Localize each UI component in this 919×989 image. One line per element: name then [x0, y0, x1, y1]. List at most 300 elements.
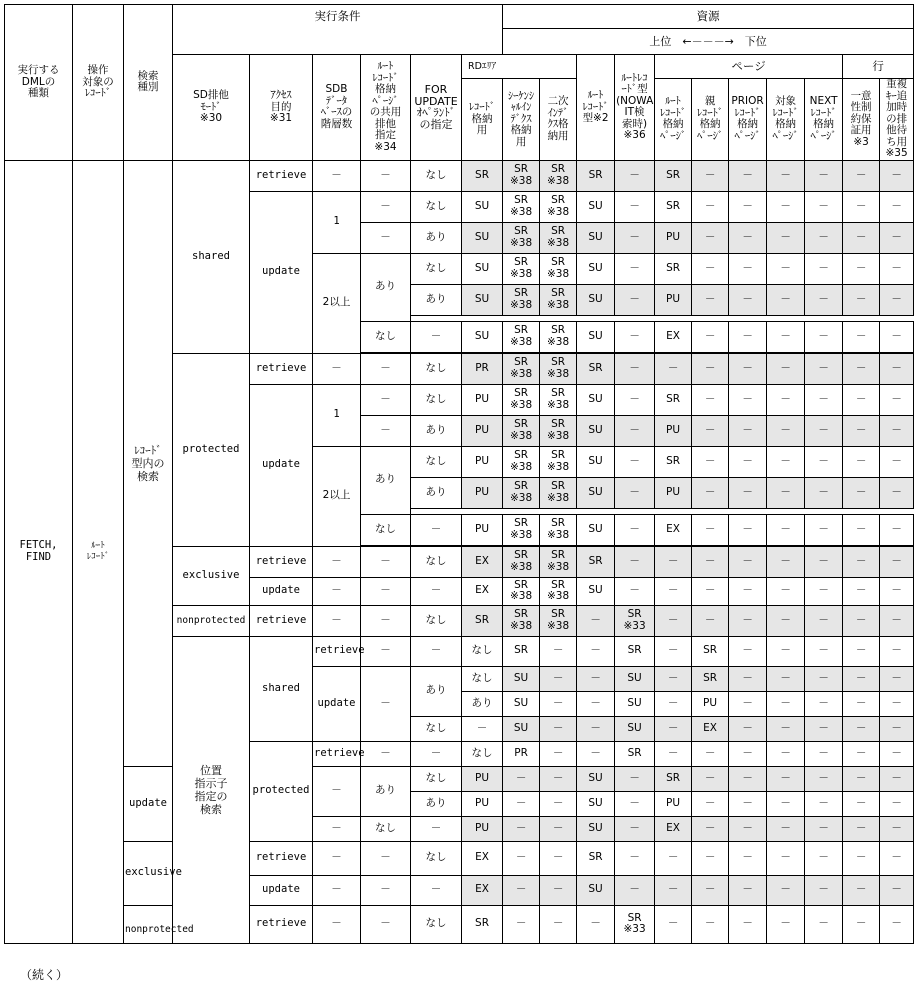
lock-cell: PU: [462, 791, 503, 816]
lock-cell: EX: [655, 816, 692, 841]
shared-page-cell: －: [361, 222, 411, 253]
lock-cell: SR ※38: [503, 577, 540, 605]
lock-cell: SR ※38: [503, 284, 540, 315]
lock-cell: －: [805, 514, 843, 545]
lock-cell: SR: [655, 160, 692, 191]
lock-cell: SU: [577, 875, 615, 905]
lock-cell: －: [843, 905, 880, 943]
lock-cell: －: [880, 577, 914, 605]
lock-cell: SR ※38: [540, 446, 577, 477]
lock-cell: －: [692, 546, 729, 577]
for-update-cell: なし: [411, 905, 462, 943]
header-dml-kind: 実行する DMLの 種類: [5, 5, 73, 161]
header-row: 行: [843, 55, 914, 79]
lock-cell: SU: [577, 577, 615, 605]
lock-cell: SR ※38: [503, 191, 540, 222]
lock-cell: SR: [655, 766, 692, 791]
shared-page-cell: あり: [411, 666, 462, 716]
lock-cell: －: [692, 353, 729, 384]
lock-cell: －: [577, 666, 615, 691]
header-sd-mode: SD排他 ﾓｰﾄﾞ ※30: [173, 55, 250, 161]
lock-cell: SR ※38: [503, 514, 540, 545]
lock-cell: －: [843, 514, 880, 545]
lock-cell: －: [880, 253, 914, 284]
lock-cell: PR: [503, 741, 540, 766]
lock-cell: －: [843, 253, 880, 284]
lock-cell: －: [880, 791, 914, 816]
header-root-record-page: ﾙｰﾄ ﾚｺｰﾄﾞ 格納 ﾍﾟｰｼﾞ: [655, 79, 692, 161]
lock-cell: －: [843, 791, 880, 816]
lock-cell: －: [805, 353, 843, 384]
header-page: ページ: [655, 55, 843, 79]
lock-cell: SR: [462, 905, 503, 943]
lock-cell: －: [843, 222, 880, 253]
lock-cell: －: [767, 384, 805, 415]
for-update-cell: なし: [411, 766, 462, 791]
lock-cell: －: [880, 446, 914, 477]
for-update-cell: －: [411, 514, 462, 545]
shared-page-cell: あり: [361, 253, 411, 321]
level-cell: －: [313, 160, 361, 191]
lock-cell: －: [843, 546, 880, 577]
mode-shared: shared: [173, 160, 250, 353]
lock-cell: PU: [462, 766, 503, 791]
lock-cell: －: [767, 766, 805, 791]
shared-page-cell: －: [361, 841, 411, 875]
lock-cell: EX: [462, 875, 503, 905]
lock-cell: SR ※38: [540, 384, 577, 415]
lock-cell: －: [805, 321, 843, 352]
lock-cell: －: [615, 446, 655, 477]
lock-cell: SR ※38: [540, 191, 577, 222]
header-root-record-type: ﾙｰﾄ ﾚｺｰﾄﾞ 型※2: [577, 55, 615, 161]
header-for-update: FOR UPDATE ｵﾍﾟﾗﾝﾄﾞ の指定: [411, 55, 462, 161]
lock-cell: －: [729, 284, 767, 315]
for-update-cell: あり: [411, 222, 462, 253]
lock-cell: －: [729, 875, 767, 905]
mode-exclusive: exclusive: [124, 841, 173, 905]
for-update-cell: なし: [411, 160, 462, 191]
lock-cell: －: [540, 691, 577, 716]
lock-cell: －: [729, 791, 767, 816]
lock-cell: －: [692, 841, 729, 875]
lock-cell: －: [843, 160, 880, 191]
lock-cell: SR ※38: [503, 321, 540, 352]
shared-page-cell: あり: [361, 446, 411, 514]
purpose-cell: retrieve: [250, 841, 313, 875]
for-update-cell: なし: [411, 446, 462, 477]
for-update-cell: －: [411, 875, 462, 905]
lock-cell: －: [805, 841, 843, 875]
lock-cell: －: [805, 666, 843, 691]
lock-cell: －: [843, 577, 880, 605]
level-cell: －: [361, 636, 411, 666]
lock-cell: －: [843, 741, 880, 766]
lock-cell: PU: [655, 477, 692, 508]
lock-cell: －: [843, 446, 880, 477]
lock-cell: SU: [577, 446, 615, 477]
lock-cell: EX: [655, 321, 692, 352]
shared-page-cell: なし: [411, 716, 462, 741]
level-cell: －: [313, 816, 361, 841]
lock-cell: SR ※38: [540, 605, 577, 636]
lock-cell: －: [692, 253, 729, 284]
shared-page-cell: なし: [361, 321, 411, 352]
lock-cell: －: [540, 716, 577, 741]
lock-cell: －: [692, 284, 729, 315]
lock-cell: －: [767, 816, 805, 841]
lock-cell: －: [577, 636, 615, 666]
lock-cell: －: [577, 691, 615, 716]
lock-cell: －: [615, 253, 655, 284]
header-target-page: 対象 ﾚｺｰﾄﾞ 格納 ﾍﾟｰｼﾞ: [767, 79, 805, 161]
lock-cell: －: [540, 816, 577, 841]
lock-cell: －: [615, 514, 655, 545]
lock-cell: －: [805, 741, 843, 766]
lock-cell: －: [880, 415, 914, 446]
lock-cell: －: [540, 666, 577, 691]
lock-cell: －: [767, 841, 805, 875]
lock-cell: －: [503, 816, 540, 841]
lock-cell: －: [540, 841, 577, 875]
lock-cell: －: [540, 905, 577, 943]
lock-cell: －: [503, 875, 540, 905]
lock-cell: －: [767, 160, 805, 191]
lock-cell: －: [767, 577, 805, 605]
lock-cell: PU: [462, 477, 503, 508]
for-update-cell: なし: [411, 353, 462, 384]
lock-cell: SU: [503, 716, 540, 741]
lock-cell: －: [880, 222, 914, 253]
lock-cell: SR ※38: [540, 321, 577, 352]
lock-cell: －: [692, 321, 729, 352]
lock-cell: －: [880, 384, 914, 415]
lock-cell: －: [880, 160, 914, 191]
lock-cell: SU: [503, 691, 540, 716]
for-update-cell: なし: [411, 253, 462, 284]
level-cell: 2以上: [313, 253, 361, 353]
lock-cell: PR: [462, 353, 503, 384]
purpose-cell: retrieve: [250, 605, 313, 636]
lock-cell: －: [655, 546, 692, 577]
lock-cell: EX: [655, 514, 692, 545]
lock-cell: －: [767, 546, 805, 577]
lock-cell: －: [843, 605, 880, 636]
shared-page-cell: なし: [361, 514, 411, 545]
for-update-cell: －: [411, 816, 462, 841]
lock-cell: －: [692, 160, 729, 191]
lock-cell: －: [880, 875, 914, 905]
lock-cell: －: [615, 875, 655, 905]
lock-cell: －: [767, 741, 805, 766]
lock-cell: －: [767, 605, 805, 636]
lock-cell: SR ※38: [503, 415, 540, 446]
purpose-cell: update: [313, 666, 361, 741]
lock-cell: －: [880, 841, 914, 875]
lock-cell: －: [655, 875, 692, 905]
lock-cell: －: [843, 384, 880, 415]
lock-cell: －: [843, 766, 880, 791]
lock-cell: －: [540, 766, 577, 791]
lock-cell: SU: [577, 415, 615, 446]
for-update-cell: あり: [411, 284, 462, 315]
lock-cell: －: [729, 446, 767, 477]
lock-cell: －: [615, 384, 655, 415]
lock-cell: －: [880, 691, 914, 716]
lock-cell: SU: [462, 284, 503, 315]
for-update-cell: なし: [411, 546, 462, 577]
lock-cell: －: [615, 841, 655, 875]
lock-cell: －: [880, 191, 914, 222]
purpose-cell: update: [250, 384, 313, 546]
lock-cell: －: [843, 816, 880, 841]
lock-cell: SU: [577, 321, 615, 352]
lock-cell: SR ※38: [540, 546, 577, 577]
lock-cell: －: [805, 477, 843, 508]
search-kind-position-indicator: 位置 指示子 指定の 検索: [173, 636, 250, 943]
level-cell: －: [313, 353, 361, 384]
level-cell: 1: [313, 191, 361, 253]
header-upper-lower: 上位 ←－－－→ 下位: [503, 29, 914, 55]
lock-cell: －: [729, 160, 767, 191]
lock-cell: －: [655, 577, 692, 605]
lock-cell: －: [805, 636, 843, 666]
for-update-cell: あり: [462, 691, 503, 716]
level-cell: －: [313, 841, 361, 875]
lock-cell: －: [503, 791, 540, 816]
lock-cell: PU: [655, 791, 692, 816]
lock-cell: SU: [577, 191, 615, 222]
lock-cell: PU: [462, 816, 503, 841]
lock-cell: －: [843, 284, 880, 315]
lock-cell: －: [655, 666, 692, 691]
lock-cell: －: [767, 716, 805, 741]
lock-cell: SR ※38: [540, 353, 577, 384]
lock-cell: －: [767, 905, 805, 943]
lock-cell: SR ※38: [540, 222, 577, 253]
lock-cell: SU: [462, 191, 503, 222]
lock-cell: SU: [577, 253, 615, 284]
lock-cell: －: [540, 741, 577, 766]
lock-cell: －: [805, 160, 843, 191]
for-update-cell: －: [411, 577, 462, 605]
shared-page-cell: －: [361, 546, 411, 577]
lock-cell: SR: [577, 841, 615, 875]
lock-cell: －: [805, 577, 843, 605]
lock-cell: －: [880, 716, 914, 741]
lock-cell: －: [729, 905, 767, 943]
lock-cell: －: [805, 716, 843, 741]
lock-cell: SR: [655, 446, 692, 477]
for-update-cell: あり: [411, 477, 462, 508]
header-exec-conditions: 実行条件: [173, 5, 503, 29]
lock-cell: －: [729, 636, 767, 666]
lock-cell: SR: [692, 666, 729, 691]
lock-cell: －: [805, 691, 843, 716]
lock-cell: －: [767, 284, 805, 315]
lock-cell: －: [692, 577, 729, 605]
lock-cell: －: [805, 415, 843, 446]
for-update-cell: なし: [411, 191, 462, 222]
lock-cell: －: [767, 514, 805, 545]
lock-cell: －: [805, 875, 843, 905]
lock-cell: －: [729, 816, 767, 841]
lock-cell: SR ※38: [540, 284, 577, 315]
lock-cell: －: [503, 905, 540, 943]
lock-cell: －: [729, 605, 767, 636]
lock-cell: SU: [462, 321, 503, 352]
lock-cell: －: [577, 605, 615, 636]
lock-cell: SR ※38: [540, 160, 577, 191]
shared-page-cell: なし: [361, 816, 411, 841]
lock-cell: －: [729, 253, 767, 284]
lock-cell: SR ※38: [503, 605, 540, 636]
lock-cell: －: [655, 353, 692, 384]
lock-cell: －: [655, 716, 692, 741]
lock-cell: SR: [577, 353, 615, 384]
for-update-cell: なし: [411, 841, 462, 875]
lock-cell: SU: [577, 284, 615, 315]
lock-cell: SR: [577, 546, 615, 577]
lock-cell: SR ※38: [540, 253, 577, 284]
for-update-cell: －: [411, 321, 462, 352]
lock-cell: SR: [692, 636, 729, 666]
lock-cell: －: [805, 605, 843, 636]
lock-cell: －: [729, 353, 767, 384]
lock-cell: －: [843, 841, 880, 875]
mode-shared: shared: [250, 636, 313, 741]
lock-cell: －: [767, 791, 805, 816]
lock-cell: －: [805, 791, 843, 816]
level-cell: 2以上: [313, 446, 361, 546]
lock-cell: －: [880, 666, 914, 691]
purpose-cell: retrieve: [250, 160, 313, 191]
lock-cell: －: [729, 841, 767, 875]
level-cell: －: [313, 905, 361, 943]
level-cell: －: [361, 666, 411, 741]
header-record-storage: ﾚｺｰﾄﾞ 格納 用: [462, 79, 503, 161]
mode-nonprotected: nonprotected: [173, 605, 250, 636]
shared-page-cell: －: [361, 415, 411, 446]
header-shared-page: ﾙｰﾄ ﾚｺｰﾄﾞ 格納 ﾍﾟｰｼﾞ の共用 排他 指定 ※34: [361, 55, 411, 161]
lock-cell: －: [880, 741, 914, 766]
lock-cell: SR: [462, 605, 503, 636]
shared-page-cell: －: [361, 605, 411, 636]
lock-cell: －: [767, 636, 805, 666]
shared-page-cell: －: [361, 160, 411, 191]
header-parent-page: 親 ﾚｺｰﾄﾞ 格納 ﾍﾟｰｼﾞ: [692, 79, 729, 161]
lock-cell: －: [729, 666, 767, 691]
lock-cell: －: [880, 353, 914, 384]
shared-page-cell: －: [361, 191, 411, 222]
lock-cell: SR: [615, 741, 655, 766]
header-target-record: 操作 対象の ﾚｺｰﾄﾞ: [73, 5, 124, 161]
lock-cell: －: [843, 716, 880, 741]
lock-cell: －: [692, 741, 729, 766]
lock-cell: －: [805, 905, 843, 943]
lock-cell: －: [805, 284, 843, 315]
lock-cell: －: [729, 766, 767, 791]
lock-cell: SR: [615, 636, 655, 666]
shared-page-cell: －: [411, 741, 462, 766]
lock-cell: SR ※33: [615, 905, 655, 943]
purpose-cell: update: [250, 577, 313, 605]
lock-cell: －: [615, 353, 655, 384]
lock-cell: SU: [577, 791, 615, 816]
shared-page-cell: －: [361, 384, 411, 415]
lock-cell: －: [729, 716, 767, 741]
lock-cell: －: [655, 905, 692, 943]
lock-cell: PU: [462, 384, 503, 415]
lock-cell: －: [880, 284, 914, 315]
lock-cell: －: [767, 446, 805, 477]
lock-cell: －: [843, 477, 880, 508]
lock-cell: －: [729, 415, 767, 446]
lock-cell: PU: [462, 446, 503, 477]
header-sequential-index: ｼｰｹﾝｼ ｬﾙｲﾝ ﾃﾞｸｽ 格納 用: [503, 79, 540, 161]
purpose-cell: update: [250, 875, 313, 905]
header-rd-area: RDｴﾘｱ: [462, 55, 577, 79]
lock-cell: －: [540, 791, 577, 816]
lock-cell: －: [767, 666, 805, 691]
lock-cell: －: [880, 514, 914, 545]
level-cell: －: [313, 766, 361, 816]
lock-cell: SR ※38: [503, 384, 540, 415]
lock-cell: SR ※38: [503, 222, 540, 253]
mode-nonprotected: nonprotected: [124, 905, 173, 943]
lock-cell: －: [880, 766, 914, 791]
lock-cell: －: [880, 636, 914, 666]
lock-cell: －: [880, 321, 914, 352]
lock-cell: SR: [655, 384, 692, 415]
lock-cell: －: [805, 253, 843, 284]
lock-cell: －: [729, 222, 767, 253]
header-next-page: NEXT ﾚｺｰﾄﾞ 格納 ﾍﾟｰｼﾞ: [805, 79, 843, 161]
level-cell: －: [361, 741, 411, 766]
lock-cell: －: [729, 191, 767, 222]
continued-note: （続く）: [20, 968, 69, 982]
lock-cell: －: [692, 514, 729, 545]
lock-cell: －: [767, 191, 805, 222]
lock-cell: －: [692, 875, 729, 905]
lock-cell: PU: [462, 415, 503, 446]
lock-cell: PU: [655, 415, 692, 446]
lock-cell: －: [805, 546, 843, 577]
lock-cell: －: [767, 353, 805, 384]
lock-cell: －: [692, 766, 729, 791]
lock-cell: SU: [577, 477, 615, 508]
lock-cell: －: [843, 321, 880, 352]
lock-cell: PU: [692, 691, 729, 716]
level-cell: －: [313, 875, 361, 905]
lock-cell: SU: [615, 716, 655, 741]
lock-cell: －: [843, 191, 880, 222]
lock-cell: －: [880, 905, 914, 943]
lock-cell: －: [843, 353, 880, 384]
for-update-cell: －: [462, 716, 503, 741]
purpose-cell: retrieve: [250, 353, 313, 384]
lock-cell: EX: [462, 841, 503, 875]
lock-cell: －: [767, 477, 805, 508]
lock-cell: SU: [577, 384, 615, 415]
lock-cell: SU: [577, 514, 615, 545]
lock-cell: －: [692, 905, 729, 943]
lock-cell: SR ※38: [503, 160, 540, 191]
lock-cell: －: [540, 636, 577, 666]
lock-cell: SR: [655, 191, 692, 222]
lock-cell: －: [805, 766, 843, 791]
header-prior-page: PRIOR ﾚｺｰﾄﾞ 格納 ﾍﾟｰｼﾞ: [729, 79, 767, 161]
